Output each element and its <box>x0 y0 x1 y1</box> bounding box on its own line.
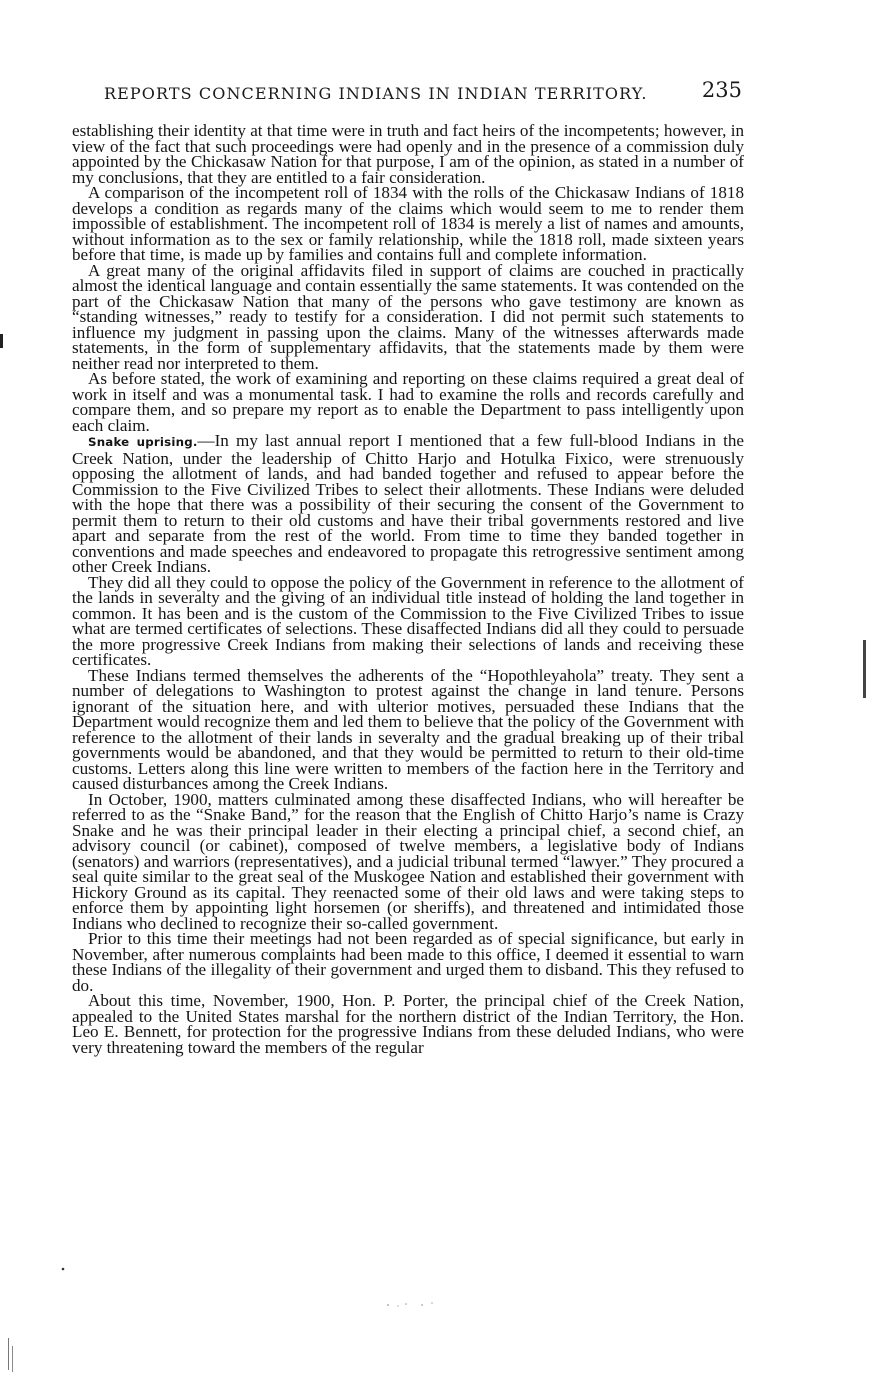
paragraph-porter-appeal: About this time, November, 1900, Hon. P. Porter, the principal chief of the Creek Nation, appealed to the United States marshal for the northern district of the Indian Territory, the Hon. Leo E. Bennett, for protection for the progressive Indians from these deluded Indians, who were very threatening toward the members of the regular <box>72 991 744 1057</box>
paragraph-snake-uprising <box>72 433 744 575</box>
scan-specks <box>384 1300 444 1310</box>
running-head: REPORTS CONCERNING INDIANS IN INDIAN TERRITORY. <box>104 84 648 103</box>
paragraph-opposition: They did all they could to oppose the policy of the Government in reference to the allotment of the lands in severalty and the giving of an individual title instead of holding the land together in common. It has been and is the custom of the Commission to the Five Civilized Tribes to issue what are termed certificates of selections. These disaffected Indians did all they could to persuade the more progressive Creek Indians from making their selections of lands and receiving these certificates. <box>72 572 744 669</box>
scan-margin-marks <box>0 0 20 1380</box>
paragraph-rolls-comparison: A comparison of the incompetent roll of 1834 with the rolls of the Chickasaw Indians of 1818 develops a condition as regards many of the claims which would seem to me to render them impossible of establishment. The incompetent roll of 1834 is merely a list of names and amounts, without information as to the sex or family relationship, while the 1818 roll, made sixteen years before that time, is made up by families and contains full and complete information. <box>72 183 744 264</box>
paragraph-snake-band: In October, 1900, matters culminated among these disaffected Indians, who will hereafter be referred to as the “Snake Band,” for the reason that the English of Chitto Harjo’s name is Crazy Snake and he was their principal leader in their electing a principal chief, a second chief, an advisory council (or cabinet), composed of twelve members, a legislative body of Indians (senators) and warriors (representatives), and a judicial tribunal termed “lawyer.” They procured a seal quite similar to the great seal of the Muskogee Nation and established their government with Hickory Ground as its capital. They reenacted some of their old laws and were taking steps to enforce them by appointing light horsemen (or sheriffs), and threatened and intimidated those Indians who declined to recognize their so-called government. <box>72 789 744 933</box>
page-number: 235 <box>701 78 742 102</box>
paragraph-warning: Prior to this time their meetings had not been regarded as of special significance, but early in November, after numerous complaints had been made to this office, I deemed it essential to warn these Indians of the illegality of their government and urged them to disband. This they refused to do. <box>72 929 744 995</box>
scan-edge-mark <box>858 640 870 700</box>
snake-uprising-text: —In my last annual report I mentioned that a few full-blood Indians in the Creek Nation, under the leadership of Chitto Harjo and Hotulka Fixico, were strenuously opposing the allotment of lands, and had banded together and refused to appear before the Commission to the Five Civilized Tribes to select their allotments. These Indians were deluded with the hope that there was a possibility of their securing the consent of the Government to permit them to return to their old customs and have their tribal governments restored and live apart and separate from the rest of the world. From time to time they banded together in conventions and made speeches and endeavored to propagate this retrogressive sentiment among other Creek Indians. <box>72 431 744 576</box>
scan-speck <box>60 1264 70 1274</box>
paragraph-continuation: establishing their identity at that time were in truth and fact heirs of the incompetents; however, in view of the fact that such proceedings were had openly and in the presence of a commission duly appointed by the Chickasaw Nation for that purpose, I am of the opinion, as stated in a number of my conclusions, that they are entitled to a fair consideration. <box>72 121 744 187</box>
paragraph-hopothleyahola: These Indians termed themselves the adherents of the “Hopothleyahola” treaty. They sent a number of delegations to Washington to protest against the change in land tenure. Persons ignorant of the situation here, and with ulterior motives, persuaded these Indians that the Department would recognize them and led them to believe that the policy of the Government with reference to the allotment of their lands in severalty and the gradual breaking up of their tribal governments would be abandoned, and that they would be permitted to return to their old-time customs. Letters along this line were written to members of the faction here in the Territory and caused disturbances among the Creek Indians. <box>72 665 744 793</box>
page-body <box>72 123 744 1055</box>
paragraph-affidavits: A great many of the original affidavits filed in support of claims are couched in practically almost the identical language and contain essentially the same statements. It was contended on the part of the Chickasaw Nation that many of the persons who gave testimony are known as “standing witnesses,” ready to testify for a consideration. I did not permit such statements to influence my judgment in passing upon the claims. Many of the witnesses afterwards made statements, in the form of supplementary affidavits, that the statements made by them were neither read nor interpreted to them. <box>72 260 744 373</box>
page-header <box>104 78 744 108</box>
paragraph-monumental-task: As before stated, the work of examining and reporting on these claims required a great deal of work in itself and was a monumental task. I had to examine the rolls and records carefully and compare them, and so prepare my report as to enable the Department to pass intelligently upon each claim. <box>72 369 744 435</box>
section-heading-snake-uprising: Snake uprising. <box>88 435 198 449</box>
